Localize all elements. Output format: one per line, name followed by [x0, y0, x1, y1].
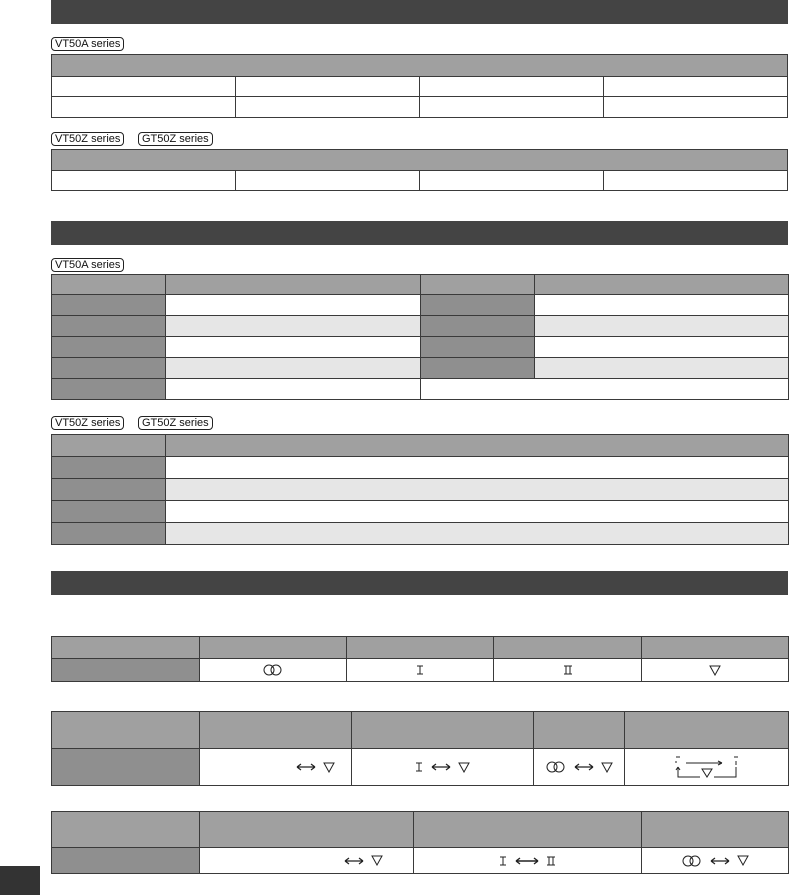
table-cell [421, 379, 789, 400]
settings-table-vt50a [51, 274, 789, 400]
table-cell [52, 171, 236, 191]
table-cell [420, 97, 604, 118]
audio-mode-table-1 [51, 636, 789, 682]
table-cell [414, 812, 642, 848]
mono-triangle-icon [737, 855, 749, 866]
model-tag-vt50a: VT50A series [51, 258, 124, 272]
table-cell [625, 749, 789, 786]
table-cell [52, 295, 166, 316]
table-cell [421, 358, 535, 379]
table-cell [52, 275, 166, 295]
table-cell [200, 637, 347, 659]
double-arrow-icon [710, 857, 730, 865]
stereo-icon [545, 761, 567, 773]
table-cell [166, 295, 421, 316]
table-cell [421, 275, 535, 295]
table-cell [421, 295, 535, 316]
table-cell [420, 171, 604, 191]
table-cell [642, 659, 789, 682]
table-cell [52, 77, 236, 97]
table-cell [347, 659, 494, 682]
table-cell [52, 435, 166, 457]
mono-triangle-icon [601, 762, 613, 773]
table-cell [52, 712, 200, 749]
section-heading-bar-3 [51, 571, 788, 595]
model-tag-vt50z: VT50Z series [51, 132, 124, 146]
table-cell [52, 749, 200, 786]
table-cell [166, 316, 421, 337]
table-cell [352, 749, 534, 786]
table-cell [52, 848, 200, 874]
section-heading-bar-1 [51, 0, 788, 24]
table-cell [52, 379, 166, 400]
table-cell [625, 712, 789, 749]
table-cell [52, 316, 166, 337]
table-cell [642, 848, 789, 874]
table-cell [347, 637, 494, 659]
table-cell [52, 97, 236, 118]
table-cell [414, 848, 642, 874]
model-tag-gt50z: GT50Z series [138, 132, 213, 146]
table-cell [200, 659, 347, 682]
double-arrow-icon [574, 763, 594, 771]
table-cell [604, 77, 788, 97]
table-cell [642, 637, 789, 659]
mono-one-icon [499, 856, 507, 866]
table-cell [166, 523, 789, 545]
table-cell [200, 712, 352, 749]
table-cell [200, 812, 414, 848]
table-cell [166, 358, 421, 379]
table-cell [236, 97, 420, 118]
spec-table-vt50a [51, 54, 788, 118]
cycle-diagram-icon [672, 753, 742, 781]
table-cell [52, 637, 200, 659]
spec-table-vt50z-gt50z [51, 149, 788, 191]
table-cell [535, 275, 789, 295]
table-cell [420, 77, 604, 97]
mono-triangle-icon [709, 665, 721, 676]
stereo-icon [681, 855, 703, 867]
table-cell [52, 523, 166, 545]
double-arrow-icon [344, 857, 364, 865]
table-cell [535, 316, 789, 337]
table-cell [166, 337, 421, 358]
mono-triangle-icon [371, 855, 383, 866]
table-cell [604, 97, 788, 118]
table-cell [52, 337, 166, 358]
table-cell [236, 77, 420, 97]
table-cell [352, 712, 534, 749]
table-cell [52, 479, 166, 501]
model-tag-gt50z: GT50Z series [138, 416, 213, 430]
table-cell [535, 295, 789, 316]
stereo-icon [262, 664, 284, 676]
mono-one-icon [415, 762, 423, 772]
table-cell [52, 812, 200, 848]
model-tag-vt50a: VT50A series [51, 37, 124, 51]
table-cell [52, 659, 200, 682]
table-cell [421, 337, 535, 358]
table-cell [52, 457, 166, 479]
audio-mode-table-2 [51, 711, 789, 786]
double-arrow-icon [431, 763, 451, 771]
table-cell [166, 501, 789, 523]
audio-mode-table-3 [51, 811, 789, 874]
table-cell [642, 812, 789, 848]
table-cell [166, 457, 789, 479]
double-arrow-icon [515, 857, 539, 865]
double-arrow-icon [296, 763, 316, 771]
mono-one-icon [416, 665, 424, 675]
table-header-row [52, 55, 788, 77]
table-header-row [52, 150, 788, 171]
table-cell [535, 358, 789, 379]
table-cell [535, 337, 789, 358]
table-cell [166, 379, 421, 400]
table-cell [604, 171, 788, 191]
settings-table-vt50z-gt50z [51, 434, 789, 545]
table-cell [236, 171, 420, 191]
table-cell [52, 501, 166, 523]
table-cell [166, 435, 789, 457]
mono-two-icon [563, 665, 573, 675]
model-tag-vt50z: VT50Z series [51, 416, 124, 430]
table-cell [52, 358, 166, 379]
page-edge-tab [0, 866, 40, 895]
table-cell [494, 637, 642, 659]
table-cell [534, 749, 625, 786]
mono-triangle-icon [323, 762, 335, 773]
table-cell [200, 848, 414, 874]
section-heading-bar-2 [51, 221, 788, 245]
table-cell [421, 316, 535, 337]
mono-triangle-icon [458, 762, 470, 773]
table-cell [166, 275, 421, 295]
table-cell [494, 659, 642, 682]
table-cell [534, 712, 625, 749]
mono-two-icon [546, 856, 556, 866]
table-cell [200, 749, 352, 786]
table-cell [166, 479, 789, 501]
